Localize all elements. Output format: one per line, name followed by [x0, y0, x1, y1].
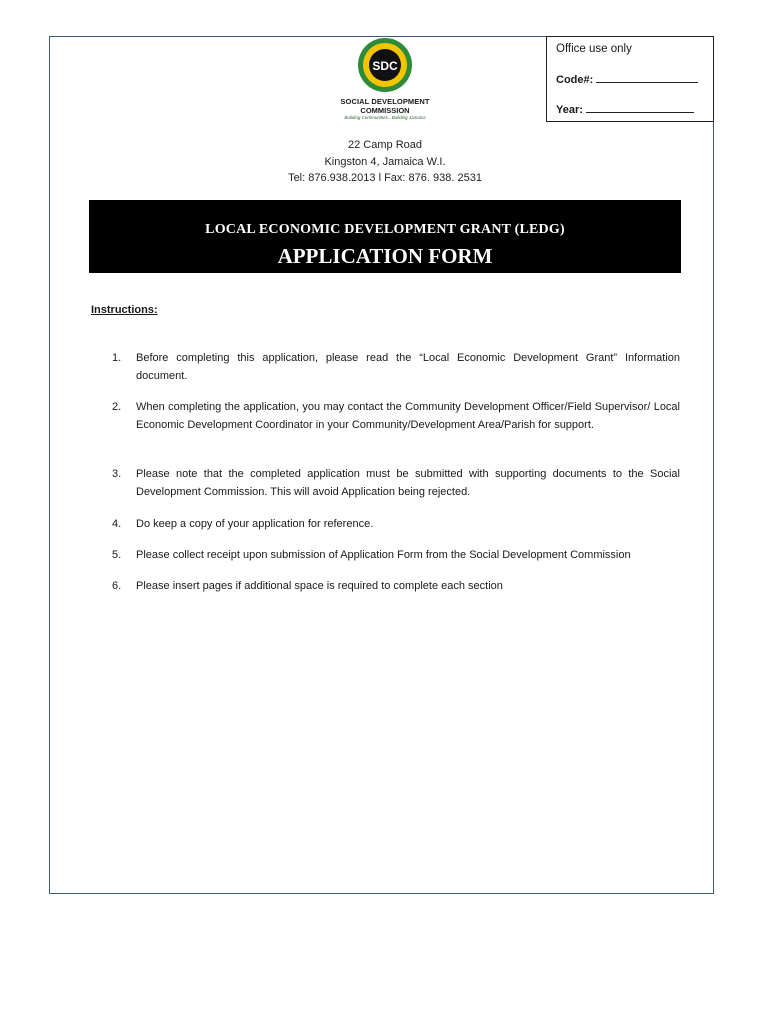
- instruction-number: 6.: [112, 580, 122, 592]
- instruction-text: Before completing this application, please read the “Local Economic Development Grant” Information document.: [136, 352, 680, 382]
- code-field-row: [556, 73, 698, 86]
- office-use-title: Office use only: [556, 43, 632, 55]
- code-label: Code#:: [556, 74, 594, 86]
- instruction-text: When completing the application, you may contact the Community Development Officer/Field Supervisor/ Local Economic Development Coordinator in your Community/Development Area/Parish for support.: [136, 401, 680, 431]
- instruction-text: Do keep a copy of your application for reference.: [136, 518, 374, 530]
- instruction-number: 4.: [112, 518, 122, 530]
- instruction-number: 1.: [112, 352, 122, 364]
- instruction-item: [112, 515, 680, 533]
- logo-name-line1: SOCIAL DEVELOPMENT: [340, 97, 430, 106]
- instruction-item: [112, 577, 680, 595]
- banner-subtitle: LOCAL ECONOMIC DEVELOPMENT GRANT (LEDG): [205, 222, 565, 237]
- address-city: Kingston 4, Jamaica W.I.: [324, 156, 446, 168]
- logo-caption: [330, 98, 440, 121]
- instruction-item: [112, 546, 680, 564]
- banner-title: APPLICATION FORM: [277, 244, 493, 268]
- year-field[interactable]: [586, 103, 694, 113]
- address-contact: Tel: 876.938.2013 l Fax: 876. 938. 2531: [288, 172, 482, 184]
- instruction-number: 3.: [112, 468, 122, 480]
- instruction-item: [112, 465, 680, 501]
- title-banner: [89, 200, 681, 273]
- year-label: Year:: [556, 104, 583, 116]
- logo-tagline: Building Communities...Building Jamaica: [344, 115, 426, 120]
- instruction-text: Please note that the completed application must be submitted with supporting documents to the Social Development Commission. This will avoid Application being rejected.: [136, 468, 680, 498]
- logo-badge-text: SDC: [372, 59, 398, 73]
- logo-name-line2: COMMISSION: [360, 105, 410, 115]
- code-field[interactable]: [596, 73, 698, 83]
- instruction-number: 2.: [112, 401, 122, 413]
- office-use-box: [546, 36, 714, 122]
- address-street: 22 Camp Road: [348, 139, 422, 151]
- instruction-number: 5.: [112, 549, 122, 561]
- year-field-row: [556, 103, 694, 116]
- instruction-item: [112, 398, 680, 434]
- instructions-heading: Instructions:: [91, 304, 158, 316]
- instruction-text: Please insert pages if additional space is required to complete each section: [136, 580, 503, 592]
- instruction-text: Please collect receipt upon submission of Application Form from the Social Development Commission: [136, 549, 631, 561]
- instruction-item: [112, 349, 680, 385]
